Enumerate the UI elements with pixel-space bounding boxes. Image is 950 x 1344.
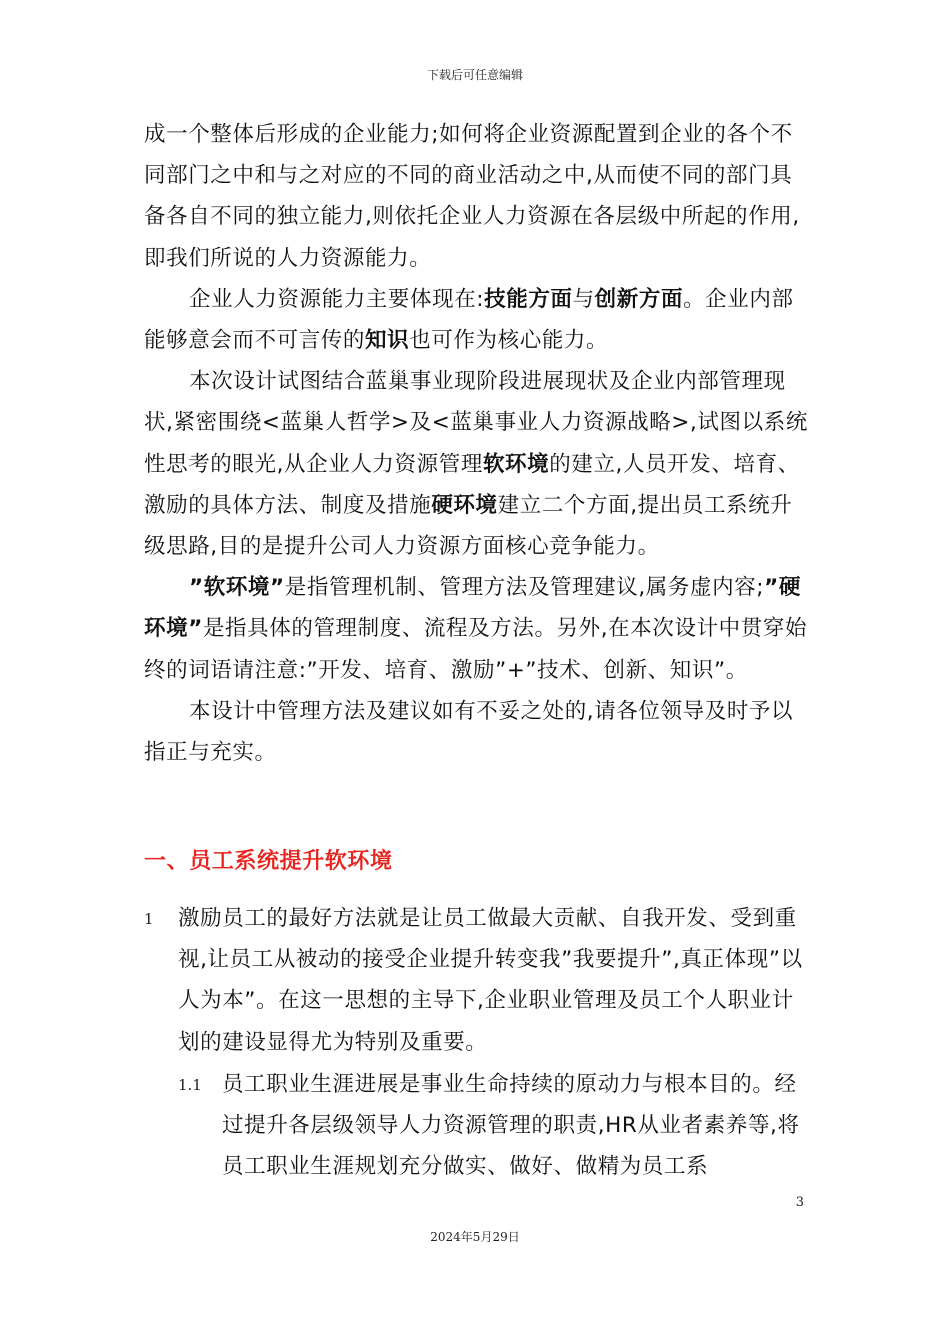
paragraph-3-bold-1: 软环境 xyxy=(482,451,550,477)
section-heading: 一、员工系统提升软环境 xyxy=(144,849,393,874)
page-footer-date: 2024年5月29日 xyxy=(430,1230,520,1244)
item-number-1: 1 xyxy=(144,910,154,928)
paragraph-1: 成一个整体后形成的企业能力;如何将企业资源配置到企业的各个不同部门之中和与之对应的不同的商业活动之中,从而使不同的部门具备各自不同的独立能力,则依托企业人力资源在各层级中所起的作用,即我们所说的人力资源能力。 xyxy=(144,122,800,271)
list-item-1: 激励员工的最好方法就是让员工做最大贡献、自我开发、受到重视,让员工从被动的接受企业提升转变我”我要提升”,真正体现”以人为本”。在这一思想的主导下,企业职业管理及员工个人职业计划的建设显得尤为特别及重要。 xyxy=(178,906,803,1055)
list-item-1-1: 员工职业生涯进展是事业生命持续的原动力与根本目的。经过提升各层级领导人力资源管理的职责,HR从业者素养等,将员工职业生涯规划充分做实、做好、做精为员工系 xyxy=(222,1072,800,1180)
paragraph-2-bold-2: 创新方面 xyxy=(594,286,684,312)
paragraph-2-text-1: 企业人力资源能力主要体现在: xyxy=(189,286,485,312)
paragraph-4-bold-2: ”硬环境” xyxy=(144,575,801,642)
page-header: 下载后可任意编辑 xyxy=(426,68,523,82)
paragraph-2-text-2: 与 xyxy=(572,286,595,312)
paragraph-3 xyxy=(144,361,812,567)
paragraph-4-bold-1: ”软环境” xyxy=(189,575,285,601)
paragraph-3-text-2: 的建立,人员开发、培育、激励的具体方法、制度及措施 xyxy=(144,451,800,518)
paragraph-2-bold-1: 技能方面 xyxy=(484,286,573,312)
paragraph-3-text-3: 建立二个方面,提出员工系统升级思路,目的是提升公司人力资源方面核心竞争能力。 xyxy=(144,492,793,560)
page-number: 3 xyxy=(795,1195,804,1210)
paragraph-2-text-3: 。企业内部能够意会而不可言传的 xyxy=(144,286,794,354)
paragraph-4-text-2: 是指具体的管理制度、流程及方法。另外,在本次设计中贯穿始终的词语请注意:”开发、培育、激励”+”技术、创新、知识”。 xyxy=(144,616,808,683)
paragraph-5: 本设计中管理方法及建议如有不妥之处的,请各位领导及时予以指正与充实。 xyxy=(144,698,794,766)
body-text xyxy=(144,114,812,773)
paragraph-2-text-4: 也可作为核心能力。 xyxy=(409,328,609,354)
paragraph-3-text-1: 本次设计试图结合蓝巢事业现阶段进展现状及企业内部管理现状,紧密围绕<蓝巢人哲学>及<蓝巢事业人力资源战略>,试图以系统性思考的眼光,从企业人力资源管理 xyxy=(144,369,808,477)
paragraph-2 xyxy=(144,279,812,361)
paragraph-4 xyxy=(144,567,812,691)
item-number-1-1: 1.1 xyxy=(178,1076,202,1094)
paragraph-4-text-1: 是指管理机制、管理方法及管理建议,属务虚内容; xyxy=(284,575,765,601)
paragraph-2-bold-3: 知识 xyxy=(365,328,410,354)
paragraph-3-bold-2: 硬环境 xyxy=(431,492,498,518)
